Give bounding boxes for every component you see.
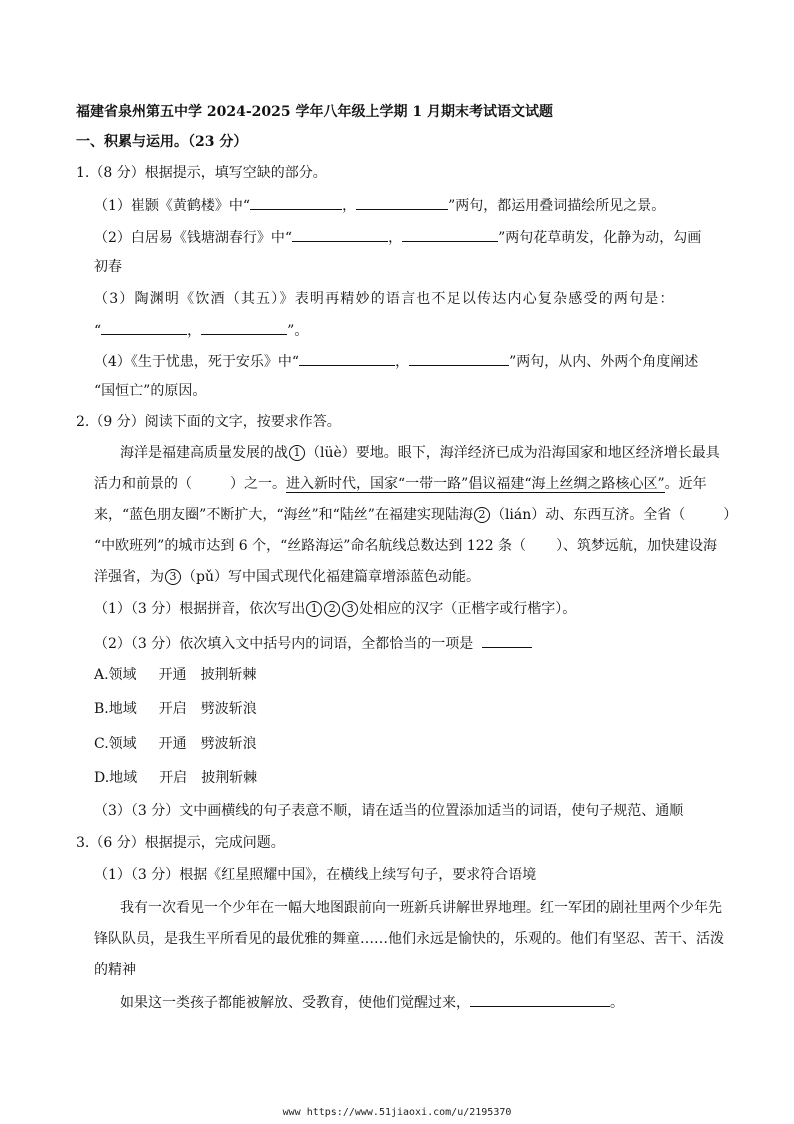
marker-circle-1: 1 — [306, 601, 322, 617]
answer-blank[interactable] — [201, 320, 287, 335]
answer-blank[interactable] — [250, 195, 342, 210]
passage-text: 活力和前景的（ — [94, 476, 192, 492]
question-1-item-4 — [94, 351, 698, 371]
underlined-sentence: 进入新时代，国家“一带一路”倡议福建“海上丝绸之路核心区” — [286, 476, 665, 492]
item-text: ， — [187, 323, 202, 339]
passage-text: （lüè）要地。眼下，海洋经济已成为沿海国家和地区经济增长最具 — [306, 445, 720, 461]
question-1-item-3: （3）陶渊明《饮酒（其五）》表明再精妙的语言也不足以传达内心复杂感受的两句是： — [94, 291, 675, 307]
question-1-item-4-cont: “国恒亡”的原因。 — [94, 383, 207, 399]
passage-text: （pǔ）写中国式现代化福建篇章增添蓝色动能。 — [182, 569, 480, 585]
option-label: A.领域 — [94, 667, 137, 683]
marker-circle-3: 3 — [165, 569, 181, 585]
question-2-sub-3: （3）（3 分）文中画横线的句子表意不顺，请在适当的位置添加适当的词语，使句子规范、通顺 — [94, 803, 684, 819]
answer-blank[interactable] — [356, 195, 448, 210]
option-word: 披荆斩棘 — [200, 667, 257, 683]
question-1-heading: 1.（8 分）根据提示，填写空缺的部分。 — [76, 165, 327, 181]
passage-text: 来，“蓝色朋友圈”不断扩大，“海丝”和“陆丝”在福建实现陆海 — [94, 507, 473, 523]
passage-text: ）之一。 — [230, 476, 286, 492]
answer-blank[interactable] — [292, 227, 388, 242]
option-b[interactable] — [94, 700, 257, 718]
item-text: ”两句，都运用叠词描绘所见之景。 — [448, 198, 666, 214]
passage-text: “中欧班列”的城市达到 6 个，“丝路海运”命名航线总数达到 122 条（ — [94, 538, 527, 554]
quote-line-3: 的精神 — [94, 962, 136, 978]
quote-text: 。 — [610, 995, 624, 1011]
option-d[interactable] — [94, 769, 257, 787]
exam-title: 福建省泉州第五中学 2024-2025 学年八年级上学期 1 月期末考试语文试题 — [76, 104, 553, 120]
sub-text: 处相应的汉字（正楷字或行楷字）。 — [359, 601, 577, 617]
marker-circle-3: 3 — [342, 601, 358, 617]
passage-line-1 — [120, 444, 720, 462]
item-text: ”。 — [287, 323, 309, 339]
option-c[interactable] — [94, 735, 257, 753]
quote-line-2: 锋队队员，是我生平所看见的最优雅的舞童……他们永远是愉快的，乐观的。他们有坚忍、苦干、活泼 — [94, 931, 724, 947]
question-2-heading: 2.（9 分）阅读下面的文字，按要求作答。 — [76, 414, 341, 430]
passage-text: 海洋是福建高质量发展的战 — [120, 445, 288, 461]
option-a[interactable] — [94, 666, 257, 684]
question-3-sub-1: （1）（3 分）根据《红星照耀中国》，在横线上续写句子，要求符合语境 — [94, 867, 537, 883]
passage-text: （lián）动、东西互济。全省（ — [490, 507, 686, 523]
marker-circle-2: 2 — [324, 601, 340, 617]
question-1-item-2 — [94, 227, 701, 247]
marker-circle-1: 1 — [289, 445, 305, 461]
passage-text: ）、筑梦远航，加快建设海 — [556, 538, 718, 554]
option-label: C.领域 — [94, 736, 137, 752]
question-1-item-1 — [94, 195, 665, 215]
item-text: （4）《生于忧患，死于安乐》中“ — [94, 354, 300, 370]
answer-blank[interactable] — [299, 351, 395, 366]
section-heading: 一、积累与运用。（23 分） — [76, 134, 248, 150]
option-word: 开通 — [158, 736, 187, 752]
item-text: “ — [94, 323, 102, 339]
passage-line-5 — [94, 568, 480, 586]
question-2-sub-2 — [94, 633, 532, 653]
answer-blank[interactable] — [409, 351, 509, 366]
quote-text: 如果这一类孩子都能被解放、受教育，使他们觉醒过来， — [120, 995, 470, 1011]
continuation-line — [120, 992, 624, 1012]
passage-line-2 — [94, 475, 707, 493]
passage-line-3 — [94, 506, 737, 524]
question-3-heading: 3.（6 分）根据提示，完成问题。 — [76, 835, 285, 851]
option-label: B.地域 — [94, 701, 137, 717]
option-word: 劈波斩浪 — [200, 701, 257, 717]
passage-line-4 — [94, 537, 717, 555]
item-text: （2）白居易《钱塘湖春行》中“ — [94, 230, 293, 246]
passage-text: 。近年 — [664, 476, 707, 492]
option-word: 披荆斩棘 — [201, 770, 258, 786]
option-word: 劈波斩浪 — [200, 736, 257, 752]
question-2-sub-1 — [94, 600, 576, 618]
item-text: ”两句花草萌发，化静为动，勾画 — [498, 230, 702, 246]
option-label: D.地域 — [94, 770, 138, 786]
question-1-item-3-cont — [94, 320, 308, 340]
item-text: ， — [342, 198, 357, 214]
footer-url[interactable]: www https://www.51jiaoxi.com/u/2195370 — [282, 1107, 512, 1118]
question-1-item-2-cont: 初春 — [94, 259, 122, 275]
option-word: 开启 — [159, 770, 188, 786]
answer-blank[interactable] — [402, 227, 498, 242]
marker-circle-2: 2 — [474, 507, 490, 523]
option-word: 开启 — [158, 701, 187, 717]
answer-blank[interactable] — [101, 320, 187, 335]
item-text: ， — [395, 354, 410, 370]
sub-text: （2）（3 分）依次填入文中括号内的词语，全都恰当的一项是 — [94, 636, 474, 652]
item-text: ， — [388, 230, 403, 246]
passage-text: 洋强省，为 — [94, 569, 164, 585]
answer-blank[interactable] — [482, 633, 532, 648]
sub-text: （1）（3 分）根据拼音，依次写出 — [94, 601, 306, 617]
answer-blank[interactable] — [470, 992, 610, 1007]
quote-line-1: 我有一次看见一个少年在一幅大地图跟前向一班新兵讲解世界地理。红一军团的剧社里两个少年先 — [120, 900, 722, 916]
passage-text: ） — [723, 507, 738, 523]
item-text: （1）崔颢《黄鹤楼》中“ — [94, 198, 251, 214]
option-word: 开通 — [158, 667, 187, 683]
item-text: ”两句，从内、外两个角度阐述 — [509, 354, 699, 370]
